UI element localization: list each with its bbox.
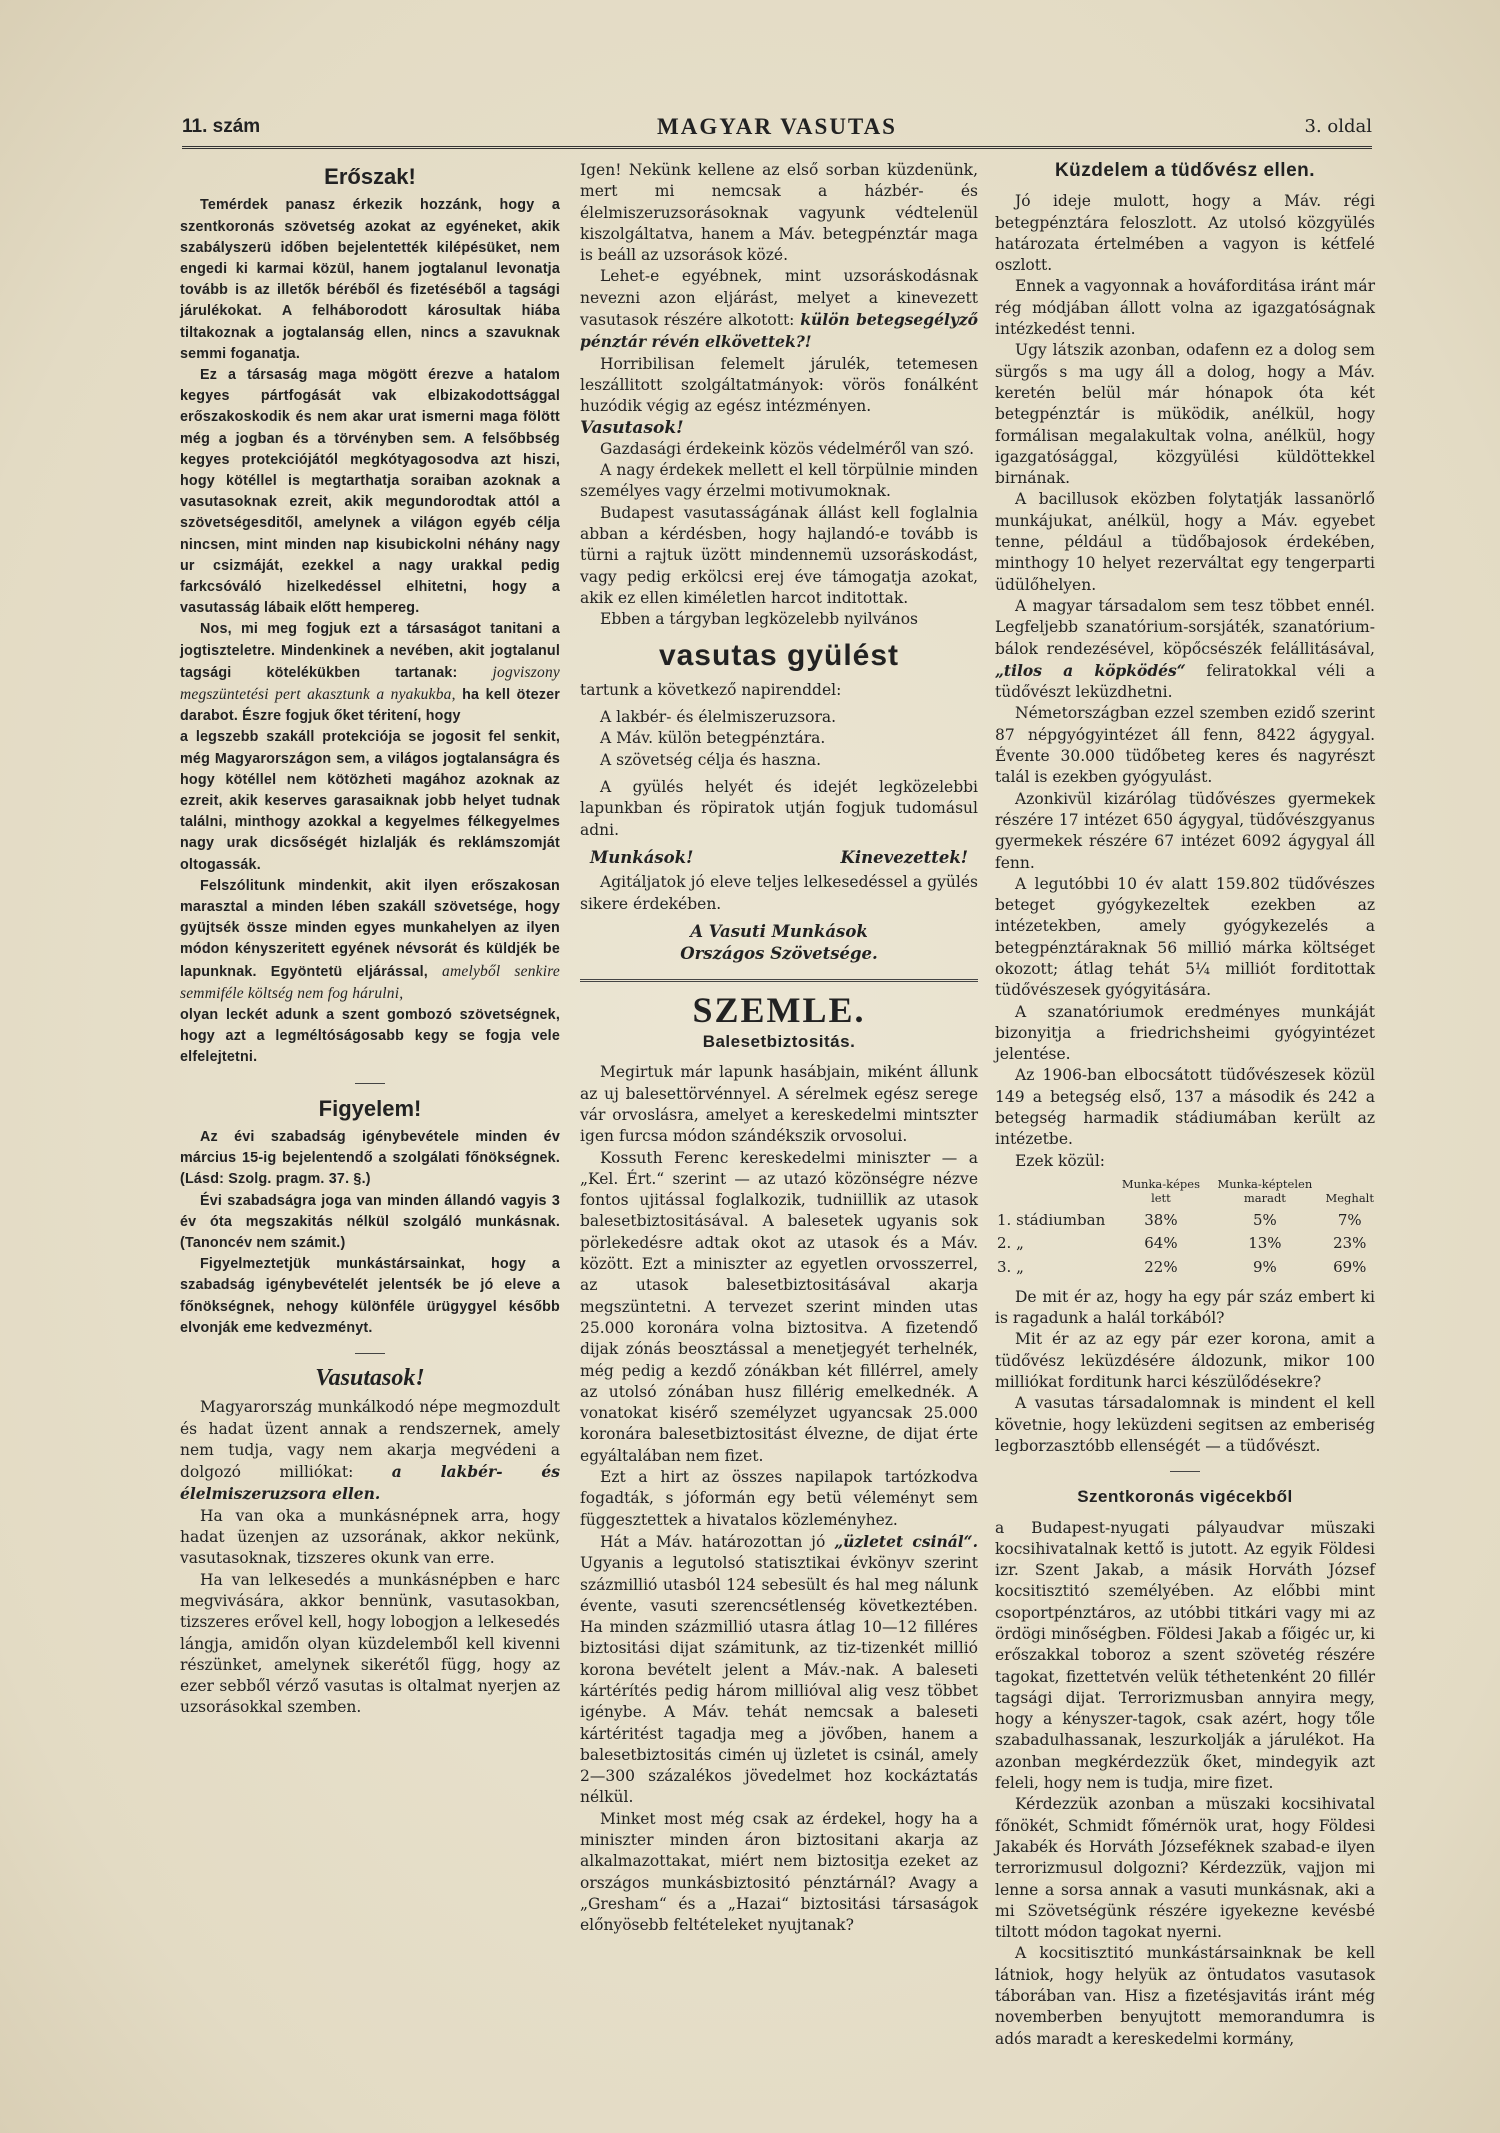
paragraph: A vasutas társadalomnak is mindent el kell követnie, hogy leküzdeni segitsen az emberiség legborzasztóbb ellenségét — a tüdővészt.	[995, 1394, 1375, 1455]
paragraph: Mit ér az az egy pár ezer korona, amit a tüdővész leküzdésére áldozunk, mikor 100 milliókat forditunk harci készülődésekre?	[995, 1330, 1375, 1392]
table-row	[995, 1256, 1375, 1279]
paragraph: A szanatóriumok eredményes munkáját bizonyitja a friedrichsheimi gyógyintézet jelentése.	[995, 1002, 1375, 1064]
paragraph: Megirtuk már lapunk hasábjain, miként állunk az uj balesettörvénnyel. A sérelmek egész serege vár orvoslásra, amelyet a kereskedelmi mintszter igen furcsa módon szándékszik orvosolui.	[580, 1063, 978, 1146]
paragraph-text: ha kell ötezer darabot. Észre fogjuk őket téritení, hogy	[180, 686, 560, 725]
newspaper-title: MAGYAR VASUTAS	[657, 114, 897, 139]
table-header: Munka-képes lett	[1121, 1176, 1201, 1205]
paragraph: Agitáljatok jó eleve teljes lelkesedéssel a gyülés sikere érdekében.	[580, 873, 978, 913]
paragraph	[180, 1397, 560, 1505]
section-title-szemle: SZEMLE.	[692, 989, 866, 1030]
paragraph: Évi szabadságra joga van minden állandó vagyis 3 év óta megszakitás nélkül szolgáló munkásnak. (Tanoncév nem számit.)	[180, 1192, 560, 1251]
paragraph-text: Nos, mi meg fogjuk ezt a társaságot tanitani a jogtiszteletre. Mindenkinek a nevében, akit jogtalanul tagsági kötelékükben tartanak:	[180, 621, 560, 681]
bold-phrase: Egyöntetü eljárással,	[270, 963, 428, 980]
paragraph: Ezt a hirt az összes napilapok tartózkodva fogadták, s jóformán egy betü véleményt sem függesztettek a hivatalos közleményhez.	[580, 1468, 978, 1529]
table-cell: 9%	[1252, 1257, 1277, 1276]
cheer-left: Munkások!	[590, 847, 694, 867]
table-header-row	[995, 1176, 1375, 1209]
table-cell: 69%	[1333, 1257, 1367, 1276]
agenda-item: A lakbér- és élelmiszeruzsora.	[600, 708, 837, 727]
paragraph: A gyülés helyét és idejét legközelebbi lapunkban és röpiratok utján fogjuk tudomásul adni.	[580, 778, 978, 839]
table-cell: 1. stádiumban	[997, 1210, 1106, 1229]
article-title-tudoves: Küzdelem a tüdővész ellen.	[1054, 160, 1316, 181]
article-vasutasok	[180, 1397, 560, 1718]
table-cell: 5%	[1252, 1210, 1277, 1229]
paragraph: Németországban ezzel szemben ezidő szerint 87 népgyógyintézet áll fenn, 8422 ágygyal. Évente 30.000 tüdőbeteg keres és nagyrészt talál is ezekben gyógyulást.	[995, 704, 1375, 787]
italic-phrase: „üzletet csinál“.	[834, 1531, 978, 1551]
paragraph: Ha van oka a munkásnépnek arra, hogy hadat üzenjen az uzsorának, akkor nekünk, vasutasoknak, tizszeres okunk van erre.	[180, 1506, 560, 1568]
paragraph: Ebben a tárgyban legközelebb nyilvános	[600, 610, 918, 629]
paragraph: Igen! Nekünk kellene az első sorban küzdenünk, mert mi nemcsak a házbér- és élelmiszeruzsorásoknak vagyunk védtelenül kiszolgáltatva, hanem a Máv. betegpénztár maga is beáll az uzsorások közé.	[580, 161, 978, 265]
signature	[580, 921, 978, 965]
cheer-right: Kinevezettek!	[840, 847, 968, 867]
paragraph: Kérdezzük azonban a müszaki kocsihivatal főnökét, Schmidt főmérnök urat, hogy Földesi Jakabék és Horváth Józseféknek szabad-e ilyen terrorizmusul dolgozni? Kérdezzük, vajjon mi lenne a sorsa annak a vasuti munkásnak, aki a mi Szövetségünk részére igyekezne kevésbé tiltott módon tagokat nyerni.	[995, 1795, 1375, 1942]
paragraph: a legszebb szakáll protekciója se jogosit fel senkit, még Magyarországon sem, a világos jogtalanságra és hogy kötéllel nem kötözheti magához azoknak az ezreit, akik keserves garasaiknak jobb helyet tudnak találni, minthogy azokkal a kegyelmes félkegyelmes nagy urak dicsőségét hizlalják és reklámszomját oltogassák.	[180, 729, 560, 873]
paragraph: A bacillusok eközben folytatják lassanörlő munkájukat, anélkül, hogy a Máv. egyebet tenne, például a tüdőbajosok érdekében, minthogy 10 helyet rezerváltat egy tengerparti üdülőhelyen.	[995, 490, 1375, 594]
table-cell: 2. „	[997, 1234, 1024, 1253]
paragraph: De mit ér az, hogy ha egy pár száz embert ki is ragadunk a halál torkából?	[995, 1287, 1375, 1328]
table-header	[995, 1176, 1117, 1209]
article-eroszak	[180, 195, 560, 1068]
paragraph: Jó ideje mulott, hogy a Máv. régi betegpénztára feloszlott. Az utolsó közgyülés határozata értelmében a vagyon is kétfelé oszlott.	[995, 192, 1375, 275]
paragraph: Temérdek panasz érkezik hozzánk, hogy a szentkoronás szövetség azokat az egyéneket, akik szabályszerü időben bejelentették kilépésüket, nem engedi ki karmai közül, hanem jogtalanul levonatja tovább is az illetők béréből és fizetéséből a tagsági járulékokat. A felháborodott károsultak hiába tiltakoznak a jogtalanság ellen, nincs a szavuknak semmi foganatja.	[180, 197, 560, 362]
paragraph	[580, 266, 978, 353]
agenda-list	[600, 707, 978, 771]
italic-phrase: külön betegsegélyző pénztár révén elkövettek?!	[580, 310, 978, 352]
paragraph-text: Magyarország munkálkodó népe megmozdult és hadat üzent annak a rendszernek, amely nem tudja, vagy nem akarja megvédeni a dolgozó milliókat:	[180, 1398, 560, 1482]
article-title-vasutasok: Vasutasok!	[315, 1364, 425, 1391]
italic-phrase: a lakbér- és élelmiszeruzsora ellen.	[180, 1462, 560, 1504]
column-3	[995, 160, 1375, 2050]
page-number: 3. oldal	[1304, 116, 1372, 137]
article-title-eroszak: Erőszak!	[324, 164, 416, 189]
paragraph-text: Ugyanis a legutolsó statisztikai évkönyv szerint százmillió utasból 124 sebesült és hal meg nálunk évente, vasuti szerencsétlenség következtében. Ha minden százmillió utasra átlag 10—12 filléres biztositási dijat számitunk, az tiz-tizenkét millió korona bevételt jelent a Máv.-nak. A baleseti kártérítés pedig három millióval alig vesz többet igénybe. A Máv. tehát nemcsak a baleseti kártéritést tagadja meg a jövőben, hanem a balesetbiztositás cimén uj üzletet is csinál, amely 2—300 százalékos jövedelmet hoz kockáztatás nélkül.	[580, 1554, 978, 1807]
column-1	[180, 160, 560, 1719]
divider	[1170, 1471, 1200, 1472]
paragraph	[180, 876, 560, 1005]
paragraph: olyan leckét adunk a szent gombozó szövetségnek, hogy azt a legméltóságosabb kegy se fogja vele elfelejtetni.	[180, 1007, 560, 1066]
paragraph: Kossuth Ferenc kereskedelmi miniszter — a „Kel. Ért.“ szerint — az utazó közönségre nézve fontos ujitással foglalkozik, tudniillik az utasok balesetbiztositásával. A balesetek ugyanis sok pörlekedésre adtak okot az utasok és a Máv. között. Ezt a miniszter az egyetlen orvosszerrel, az utasok balesetbiztositásával akarja megszüntetni. A tervezet szerint minden utas 25.000 koronára volna biztositva. A fizetendő dijak zónás beosztással a menetjegyét terhelnék, még pedig a kezdő zónákban két fillérrel, amely az utolsó zónában husz fillérig emelkednék. A vonatokat kisérő személyzet ugyancsak 25.000 koronára balesetbiztositást élvezne, de dijat érte egyáltalában nem fizet.	[580, 1148, 978, 1465]
paragraph-text: A magyar társadalom sem tesz többet ennél. Legfeljebb szanatórium-sorsjáték, szanatórium-bálok rendezésével, köpőcsészék felállitásával,	[995, 596, 1375, 658]
paragraph: Az 1906-ban elbocsátott tüdővészesek közül 149 a betegség első, 137 a második és 242 a betegség harmadik stádiumában került az intézetbe.	[995, 1066, 1375, 1149]
paragraph: A kocsitisztitó munkástársainknak be kell látniok, hogy helyük az öntudatos vasutasok táborában van. Hisz a fizetésjavitás iránt még novemberben benyujtott memorandumra is adós maradt a kereskedelmi kormány,	[995, 1944, 1375, 2048]
table-cell: 3. „	[997, 1257, 1024, 1276]
signature-line: A Vasuti Munkások	[690, 921, 868, 941]
paragraph: Ugy látszik azonban, odafenn ez a dolog sem sürgős s ma ugy áll a dolog, hogy a Máv. keretén belül már hónapok óta két betegpénztár is müködik, anélkül, hogy formálisan megalakultak volna, anélkül, hogy igazgatósággal, közgyülési küldöttekkel birnának.	[995, 341, 1375, 488]
article-title-szentkoronas: Szentkoronás vigécekből	[1077, 1487, 1293, 1507]
paragraph-text: feliratokkal véli a tüdővészt leküzdhetni.	[995, 661, 1375, 702]
masthead	[182, 112, 1372, 149]
paragraph: Figyelmeztetjük munkástársainkat, hogy a szabadság igénybevételét jelentsék be jó eleve a főnökségnek, nehogy különféle ürügygyel később elvonják eme kedvezményt.	[180, 1256, 560, 1336]
article-title-figyelem: Figyelem!	[318, 1095, 422, 1121]
paragraph-text: Felszólitunk mindenkit, akit ilyen erőszakosan marasztal a minden lében szakáll szövetsége, hogy gyüjtsék össze minden egyes munkahelyen az ilyen módon kényszeritett egyének névsorát és küldjék be lapunknak.	[180, 877, 560, 980]
paragraph-text: Hát a Máv. határozottan jó	[600, 1532, 826, 1551]
agenda-item: A szövetség célja és haszna.	[600, 750, 822, 769]
paragraph: A nagy érdekek mellett el kell törpülnie minden személyes vagy érzelmi motivumoknak.	[580, 461, 978, 501]
paragraph: Azonkivül kizárólag tüdővészes gyermekek részére 17 intézet 650 ágygyal, tüdővészgyanus gyermekek részére 67 intézet 6092 ágygyal áll fenn.	[995, 789, 1375, 872]
paragraph: Budapest vasutasságának állást kell foglalnia abban a kérdésben, hogy hajlandó-e tovább is türni a rajtuk üzött mindennemü uzsoráskodást, vagy pedig erkölcsi erej éve támogatja azokat, akik ez ellen kiméletlen harcot inditottak.	[580, 503, 978, 607]
paragraph: a Budapest-nyugati pályaudvar müszaki kocsihivatalnak kettő is jutott. Az egyik Földesi izr. Szent Jakab, a másik Horváth József kocsitisztitó személyében. Az előbbi mint csoportpénztáros, az utóbbi titkári vagy mi az ördögi minőségben. Földesi Jakab a főigéc ur, ki erőszakkal toboroz a szent szövetég részére tagokat, fizettetvén velük téthetenként 20 fillér tagsági dijat. Terrorizmusban annyira megy, hogy a kényszer-tagok, csak azért, hogy tőle szabadulhassanak, leszurkolják a járulékot. Ha azonban megkérdezzük őket, mindegyik azt feleli, hogy nem is tudja, mire fizet.	[995, 1518, 1375, 1793]
table-cell: 13%	[1248, 1234, 1282, 1253]
statistics-table	[995, 1176, 1375, 1279]
divider	[355, 1353, 385, 1354]
table-intro: Ezek közül:	[1015, 1151, 1106, 1170]
table-cell: 64%	[1144, 1234, 1178, 1253]
divider	[355, 1083, 385, 1084]
article-title-baleset: Balesetbiztositás.	[702, 1032, 856, 1052]
paragraph-text: Lehet-e egyébnek, mint uzsoráskodásnak nevezni azon eljárást, melyet a kinevezett vasutasok részére alkotott:	[580, 267, 978, 330]
paragraph: Gazdasági érdekeink közös védelméről van szó.	[600, 439, 975, 458]
table-cell: 23%	[1333, 1234, 1367, 1253]
paragraph: Ez a társaság maga mögött érezve a hatalom kegyes pártfogását vak elbizakodottsággal erőszakoskodik és nem akar urat ismerni maga fölött még a jogban és a törvényben sem. A felsőbbség kegyes protekciójától megkótyagosodva azt hiszi, hogy kötéllel is megtarthatja soraiban azoknak a vasutasoknak ezreit, akik megundorodtak attól a szövetségesditől, amelynek a világon egyéb célja nincsen, mint minden nap kisubickolni néhány nagy ur csizmáját, ezekkel a nagy urakkal pedig farkcsóváló hizelkedéssel elhitetni, hogy a vasutasság lábaik előtt hempereg.	[180, 366, 560, 617]
exclamation-vasutasok: Vasutasok!	[580, 417, 684, 438]
article-figyelem	[180, 1127, 560, 1339]
column-2	[580, 160, 978, 1937]
paragraph: tartunk a következő napirenddel:	[580, 680, 842, 699]
paragraph: Ennek a vagyonnak a hováforditása iránt már rég módjában állott volna az igazgatóságnak intézkedést tenni.	[995, 277, 1375, 339]
cheers	[590, 847, 968, 868]
paragraph	[180, 619, 560, 727]
paragraph: Ha van lelkesedés a munkásnépben e harc megvivására, akkor bennünk, vasutasokban, tizszeres erővel kell, hogy lobogjon a lelkesedés lángja, amidőn olyan küzdelemből kell kivenni részünket, amelynek sikerétől függ, hogy az ezer sebből vérző vasutas is oltalmat nyerjen az uzsorásokkal szemben.	[180, 1570, 560, 1717]
agenda-item: A Máv. külön betegpénztára.	[600, 729, 826, 748]
paragraph	[995, 596, 1375, 703]
table-header: Meghalt	[1325, 1190, 1374, 1205]
table-row	[995, 1209, 1375, 1232]
table-row	[995, 1232, 1375, 1255]
paragraph: A legutóbbi 10 év alatt 159.802 tüdővészes beteget gyógykezeltek ezekben az intézetekben, amely gyógykezelés a betegpénztáraknak 56 millió márka költséget okozott; átlag tehát 5¼ milliót forditottak tüdővészesek gyógyitására.	[995, 874, 1375, 1000]
italic-phrase: „tilos a köpködés“	[995, 660, 1186, 680]
paragraph: Az évi szabadság igénybevétele minden év március 15-ig bejelentendő a szolgálati főnökségnek. (Lásd: Szolg. pragm. 37. §.)	[180, 1128, 560, 1188]
italic-phrase: jogviszony megszüntetési pert akasztunk a nyakukba,	[180, 663, 560, 703]
paragraph: Minket most még csak az érdekel, hogy ha a miniszter minden áron biztositani akarja az alkalmazottakat, miért nem biztositja ezeket az országos munkásbiztositó pénztárnál? Avagy a „Gresham“ és a „Hazai“ biztositási társaságok előnyösebb feltételeket nyujtanak?	[580, 1809, 978, 1935]
italic-phrase: amelyből senkire semmiféle költség nem fog hárulni,	[180, 962, 560, 1002]
signature-line: Országos Szövetsége.	[680, 943, 878, 963]
table-cell: 38%	[1144, 1210, 1178, 1229]
issue-number: 11. szám	[182, 116, 261, 137]
paragraph: Horribilisan felemelt járulék, tetemesen leszállitott szolgáltatmányok: vörös fonálként huzódik végig az egész intézményen.	[580, 354, 978, 416]
table-header: Munka-képtelen maradt	[1217, 1176, 1313, 1205]
table-cell: 22%	[1144, 1257, 1178, 1276]
paragraph	[580, 1531, 978, 1809]
meeting-title: vasutas gyülést	[658, 638, 900, 672]
section-divider	[580, 979, 978, 982]
table-cell: 7%	[1337, 1210, 1362, 1229]
